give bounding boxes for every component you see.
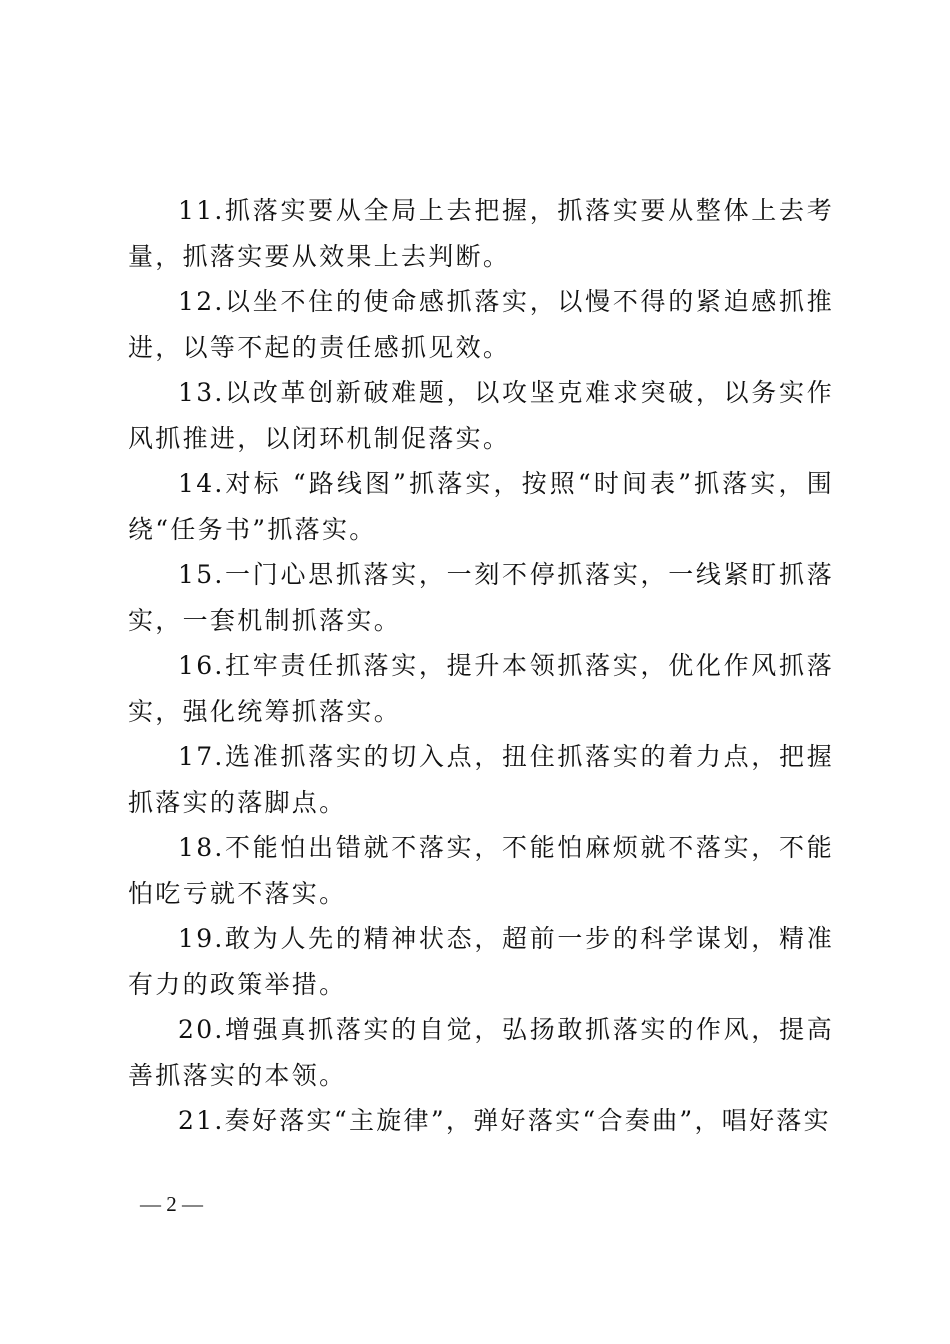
paragraph-17: 17.选准抓落实的切入点，扭住抓落实的着力点，把握抓落实的落脚点。 [128, 742, 834, 817]
paragraph-12: 12.以坐不住的使命感抓落实，以慢不得的紧迫感抓推进，以等不起的责任感抓见效。 [128, 287, 834, 362]
paragraph-13: 13.以改革创新破难题，以攻坚克难求突破，以务实作风抓推进，以闭环机制促落实。 [128, 378, 834, 453]
paragraph-11: 11.抓落实要从全局上去把握，抓落实要从整体上去考量，抓落实要从效果上去判断。 [128, 196, 834, 271]
document-body [128, 188, 834, 1144]
paragraph-18: 18.不能怕出错就不落实，不能怕麻烦就不落实，不能怕吃亏就不落实。 [128, 833, 834, 908]
page-number: — 2 — [140, 1192, 203, 1216]
paragraph-15: 15.一门心思抓落实，一刻不停抓落实，一线紧盯抓落实，一套机制抓落实。 [128, 560, 834, 635]
paragraph-16: 16.扛牢责任抓落实，提升本领抓落实，优化作风抓落实，强化统筹抓落实。 [128, 651, 834, 726]
paragraph-20: 20.增强真抓落实的自觉，弘扬敢抓落实的作风，提高善抓落实的本领。 [128, 1015, 834, 1090]
paragraph-14: 14.对标 “路线图”抓落实，按照“时间表”抓落实，围绕“任务书”抓落实。 [128, 469, 834, 544]
paragraph-21: 21.奏好落实“主旋律”，弹好落实“合奏曲”，唱好落实 [178, 1106, 831, 1135]
paragraph-19: 19.敢为人先的精神状态，超前一步的科学谋划，精准有力的政策举措。 [128, 924, 834, 999]
